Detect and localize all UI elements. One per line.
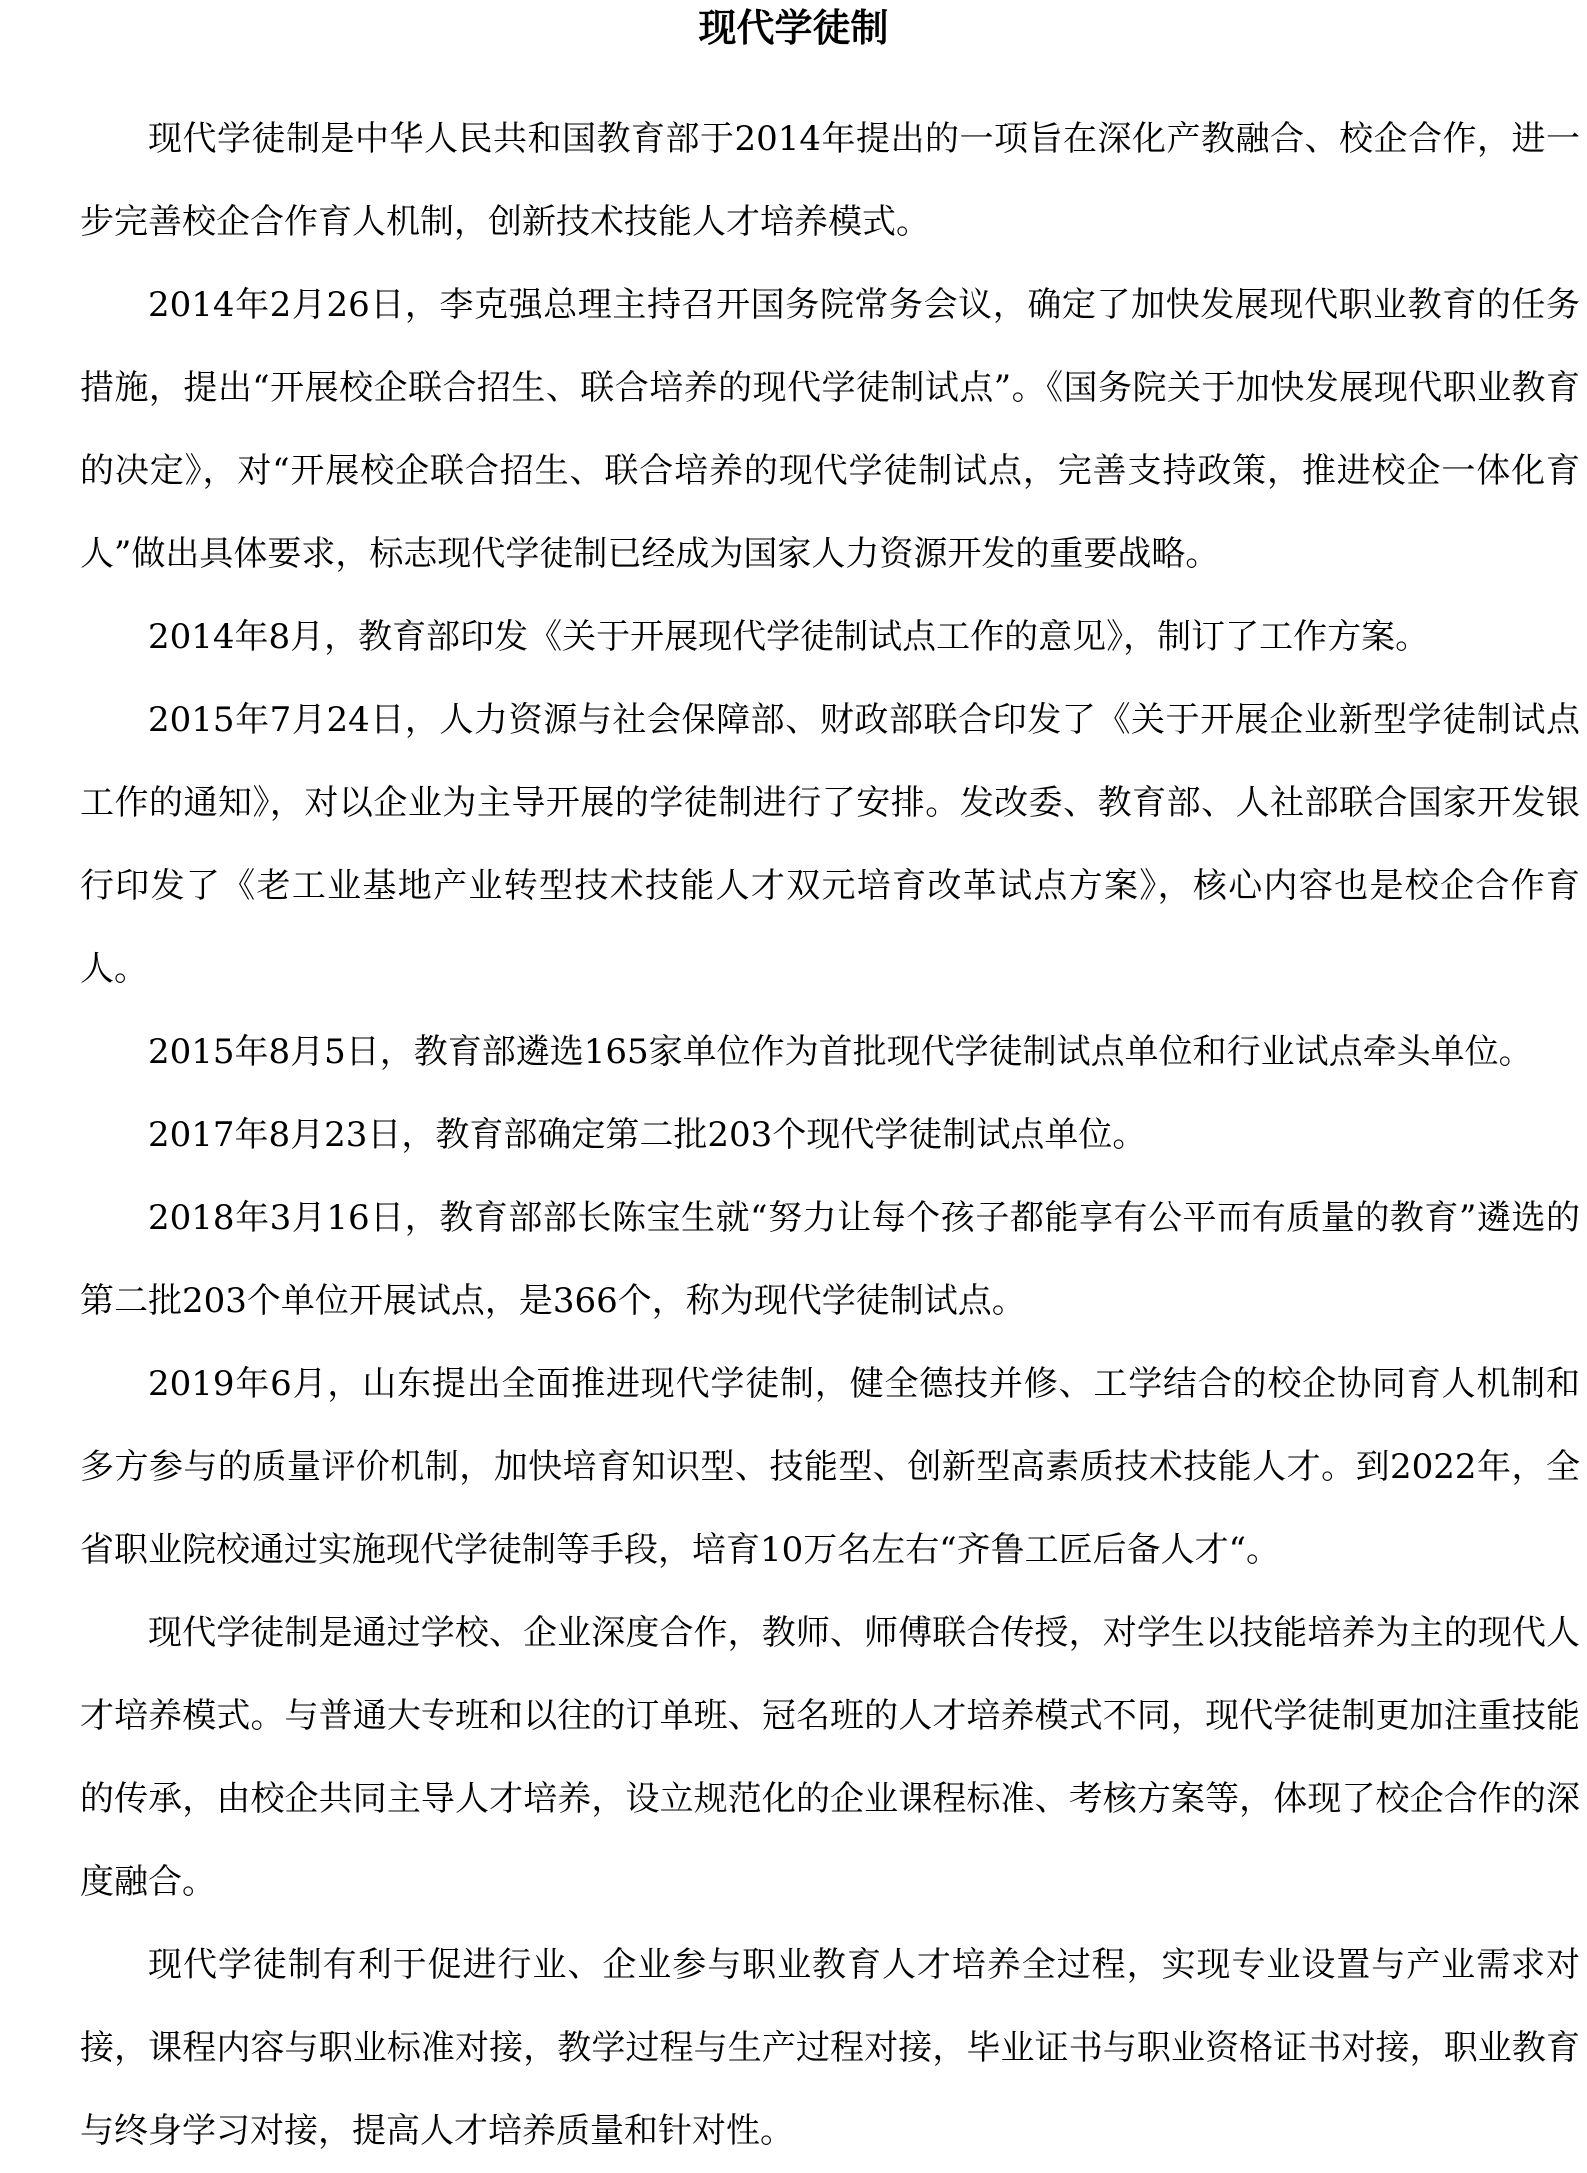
paragraph-4: 2015年7月24日，人力资源与社会保障部、财政部联合印发了《关于开展企业新型学徒制试点工作的通知》，对以企业为主导开展的学徒制进行了安排。发改委、教育部、人社部联合国家开发银行印发了《老工业基地产业转型技术技能人才双元培育改革试点方案》，核心内容也是校企合作育人。 (80, 700, 1580, 989)
paragraph-6: 2017年8月23日，教育部确定第二批203个现代学徒制试点单位。 (148, 1115, 1147, 1155)
paragraph-2: 2014年2月26日，李克强总理主持召开国务院常务会议，确定了加快发展现代职业教育的任务措施，提出“开展校企联合招生、联合培养的现代学徒制试点”。《国务院关于加快发展现代职业教育的决定》，对“开展校企联合招生、联合培养的现代学徒制试点，完善支持政策，推进校企一体化育人”做出具体要求，标志现代学徒制已经成为国家人力资源开发的重要战略。 (80, 285, 1580, 574)
paragraph-10: 现代学徒制有利于促进行业、企业参与职业教育人才培养全过程，实现专业设置与产业需求对接，课程内容与职业标准对接，教学过程与生产过程对接，毕业证书与职业资格证书对接，职业教育与终身学习对接，提高人才培养质量和针对性。 (80, 1945, 1580, 2151)
document-title: 现代学徒制 (698, 5, 889, 50)
paragraph-9: 现代学徒制是通过学校、企业深度合作，教师、师傅联合传授，对学生以技能培养为主的现代人才培养模式。与普通大专班和以往的订单班、冠名班的人才培养模式不同，现代学徒制更加注重技能的传承，由校企共同主导人才培养，设立规范化的企业课程标准、考核方案等，体现了校企合作的深度融合。 (80, 1613, 1580, 1902)
paragraph-1: 现代学徒制是中华人民共和国教育部于2014年提出的一项旨在深化产教融合、校企合作，进一步完善校企合作育人机制，创新技术技能人才培养模式。 (80, 119, 1580, 242)
paragraph-3: 2014年8月，教育部印发《关于开展现代学徒制试点工作的意见》，制订了工作方案。 (148, 617, 1430, 657)
paragraph-7: 2018年3月16日，教育部部长陈宝生就“努力让每个孩子都能享有公平而有质量的教育”遴选的第二批203个单位开展试点，是366个，称为现代学徒制试点。 (80, 1198, 1580, 1321)
document-page (80, 0, 1580, 2173)
paragraph-5: 2015年8月5日，教育部遴选165家单位作为首批现代学徒制试点单位和行业试点牵头单位。 (148, 1032, 1533, 1072)
paragraph-8: 2019年6月，山东提出全面推进现代学徒制，健全德技并修、工学结合的校企协同育人机制和多方参与的质量评价机制，加快培育知识型、技能型、创新型高素质技术技能人才。到2022年，全省职业院校通过实施现代学徒制等手段，培育10万名左右“齐鲁工匠后备人才“。 (80, 1364, 1580, 1570)
document-body (80, 98, 1580, 2173)
